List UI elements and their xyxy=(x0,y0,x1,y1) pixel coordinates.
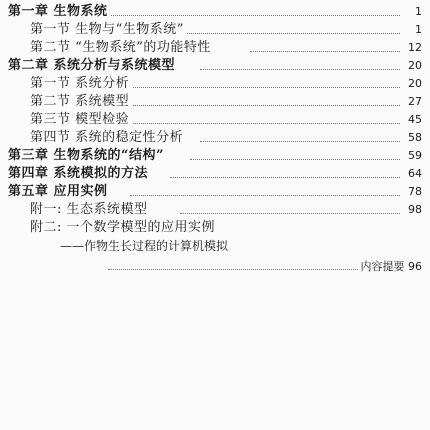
leader-dots xyxy=(180,213,400,214)
toc-section-1-2[interactable] xyxy=(0,39,430,57)
toc-section-1-1[interactable] xyxy=(0,21,430,39)
toc-label: 第三章 生物系统的“结构” xyxy=(8,147,167,165)
toc-label: 第四章 系统模拟的方法 xyxy=(8,165,151,183)
toc-label: 第三节 模型检验 xyxy=(30,111,132,129)
toc-page-number: 12 xyxy=(400,39,422,57)
toc-section-2-2[interactable] xyxy=(0,93,430,111)
leader-dots xyxy=(130,87,400,88)
toc-page-number: 64 xyxy=(400,165,422,183)
leader-dots xyxy=(170,177,400,178)
toc-label: 第二节 系统模型 xyxy=(30,93,132,111)
toc-footer xyxy=(0,258,430,276)
toc-page-number: 27 xyxy=(400,93,422,111)
toc-label: 附一: 生态系统模型 xyxy=(30,201,151,219)
toc-section-2-1[interactable] xyxy=(0,75,430,93)
leader-dots xyxy=(160,33,400,34)
toc-section-2-4[interactable] xyxy=(0,129,430,147)
leader-dots xyxy=(130,195,400,196)
toc-page-number: 59 xyxy=(400,147,422,165)
leader-dots xyxy=(190,159,400,160)
toc-label: 第四节 系统的稳定性分析 xyxy=(30,129,186,147)
toc-chapter-5[interactable] xyxy=(0,183,430,201)
toc-label: 第二节 “生物系统”的功能特性 xyxy=(30,39,214,57)
toc-appendix-2[interactable] xyxy=(0,219,430,237)
toc-page-number: 45 xyxy=(400,111,422,129)
leader-dots xyxy=(130,123,400,124)
toc-chapter-1[interactable] xyxy=(0,3,430,21)
toc-label: 第二章 系统分析与系统模型 xyxy=(8,57,178,75)
toc-section-2-3[interactable] xyxy=(0,111,430,129)
toc-page-number: 58 xyxy=(400,129,422,147)
toc-chapter-2[interactable] xyxy=(0,57,430,75)
toc-label: 第一章 生物系统 xyxy=(8,3,111,21)
toc-label: 第五章 应用实例 xyxy=(8,183,111,201)
toc-page-number: 1 xyxy=(400,3,422,21)
footer-text: 内容提要 96 xyxy=(358,258,423,276)
toc-page-number: 78 xyxy=(400,183,422,201)
toc-page-number: 1 xyxy=(400,21,422,39)
toc-page-number: 20 xyxy=(400,75,422,93)
leader-dots xyxy=(250,51,400,52)
toc-label: 第一节 系统分析 xyxy=(30,75,132,93)
toc-chapter-3[interactable] xyxy=(0,147,430,165)
toc-label: 附二: 一个数学模型的应用实例 xyxy=(30,219,218,237)
leader-dots xyxy=(100,15,400,16)
toc-page-number: 20 xyxy=(400,57,422,75)
leader-dots xyxy=(130,105,400,106)
leader-dots xyxy=(108,269,368,270)
toc-chapter-4[interactable] xyxy=(0,165,430,183)
toc-page-number: 98 xyxy=(400,201,422,219)
leader-dots xyxy=(200,69,400,70)
toc-label: 第一节 生物与“生物系统” xyxy=(30,21,187,39)
appendix-subtitle: ——作物生长过程的计算机模拟 xyxy=(60,239,229,253)
toc-appendix-1[interactable] xyxy=(0,201,430,219)
leader-dots xyxy=(200,141,400,142)
